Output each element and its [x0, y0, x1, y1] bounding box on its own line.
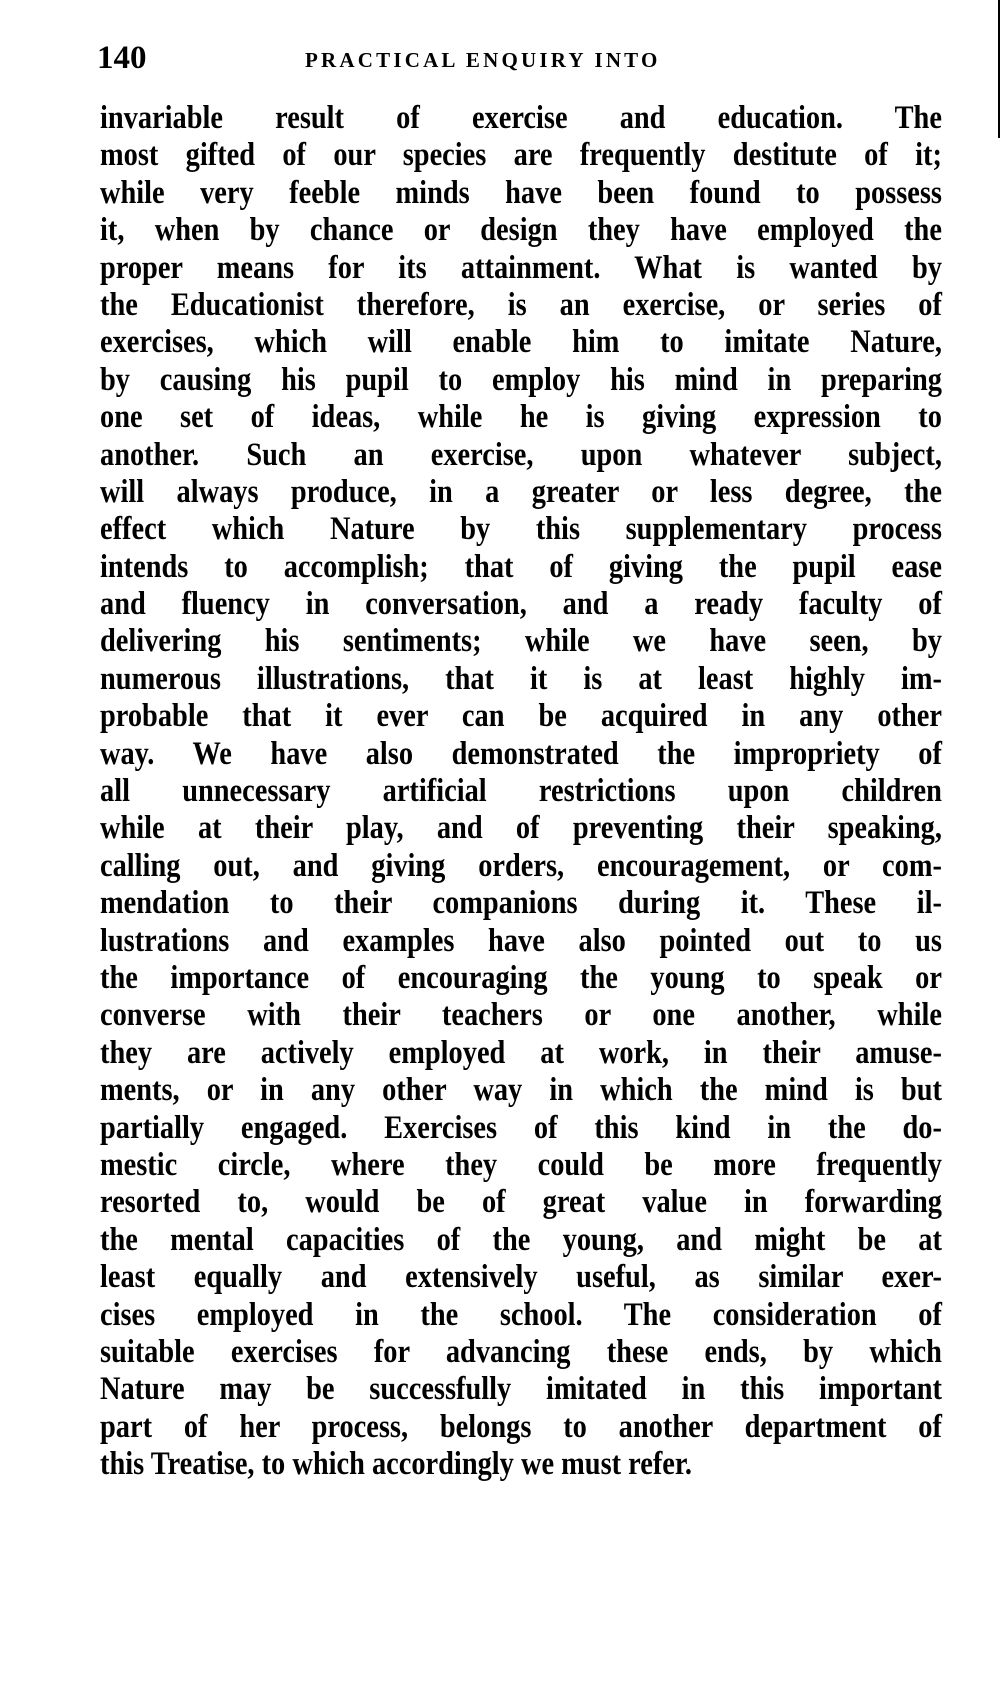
text-line: it, when by chance or design they have employed the — [100, 212, 942, 249]
text-line: most gifted of our species are frequently destitute of it; — [100, 137, 942, 174]
text-line: probable that it ever can be acquired in any other — [100, 698, 942, 735]
text-line: mestic circle, where they could be more frequently — [100, 1146, 942, 1183]
text-line: converse with their teachers or one another, while — [100, 997, 942, 1034]
text-line: all unnecessary artificial restrictions upon children — [100, 773, 942, 810]
text-line: least equally and extensively useful, as similar exer- — [100, 1259, 942, 1296]
text-line: lustrations and examples have also pointed out to us — [100, 922, 942, 959]
text-line: numerous illustrations, that it is at least highly im- — [100, 660, 942, 697]
text-line: they are actively employed at work, in their amuse- — [100, 1034, 942, 1071]
text-line: delivering his sentiments; while we have seen, by — [100, 623, 942, 660]
text-line: proper means for its attainment. What is wanted by — [100, 249, 942, 286]
text-line: way. We have also demonstrated the impropriety of — [100, 735, 942, 772]
body-paragraph — [100, 100, 942, 1483]
text-line: mendation to their companions during it. These il- — [100, 885, 942, 922]
text-line: one set of ideas, while he is giving expression to — [100, 399, 942, 436]
text-line: suitable exercises for advancing these ends, by which — [100, 1333, 942, 1370]
text-line: by causing his pupil to employ his mind in preparing — [100, 361, 942, 398]
text-line: and fluency in conversation, and a ready faculty of — [100, 586, 942, 623]
text-line: while at their play, and of preventing their speaking, — [100, 810, 942, 847]
page-number: 140 — [97, 40, 147, 76]
text-line: will always produce, in a greater or less degree, the — [100, 473, 942, 510]
text-line: another. Such an exercise, upon whatever subject, — [100, 436, 942, 473]
running-head: PRACTICAL ENQUIRY INTO — [305, 48, 661, 72]
text-line: the mental capacities of the young, and might be at — [100, 1221, 942, 1258]
text-line: while very feeble minds have been found to possess — [100, 174, 942, 211]
text-line: the importance of encouraging the young to speak or — [100, 959, 942, 996]
text-line: exercises, which will enable him to imitate Nature, — [100, 324, 942, 361]
text-line: effect which Nature by this supplementary process — [100, 511, 942, 548]
text-line: invariable result of exercise and education. The — [100, 100, 942, 136]
text-line: calling out, and giving orders, encouragement, or com- — [100, 847, 942, 884]
text-line: this Treatise, to which accordingly we must refer. — [100, 1446, 692, 1483]
text-line: Nature may be successfully imitated in this important — [100, 1371, 942, 1408]
text-line: part of her process, belongs to another department of — [100, 1408, 942, 1445]
text-line: partially engaged. Exercises of this kind in the do- — [100, 1109, 942, 1146]
text-line: cises employed in the school. The consideration of — [100, 1296, 942, 1333]
text-line: resorted to, would be of great value in forwarding — [100, 1184, 942, 1221]
text-line: intends to accomplish; that of giving the pupil ease — [100, 548, 942, 585]
text-line: the Educationist therefore, is an exercise, or series of — [100, 286, 942, 323]
text-line: ments, or in any other way in which the mind is but — [100, 1072, 942, 1109]
